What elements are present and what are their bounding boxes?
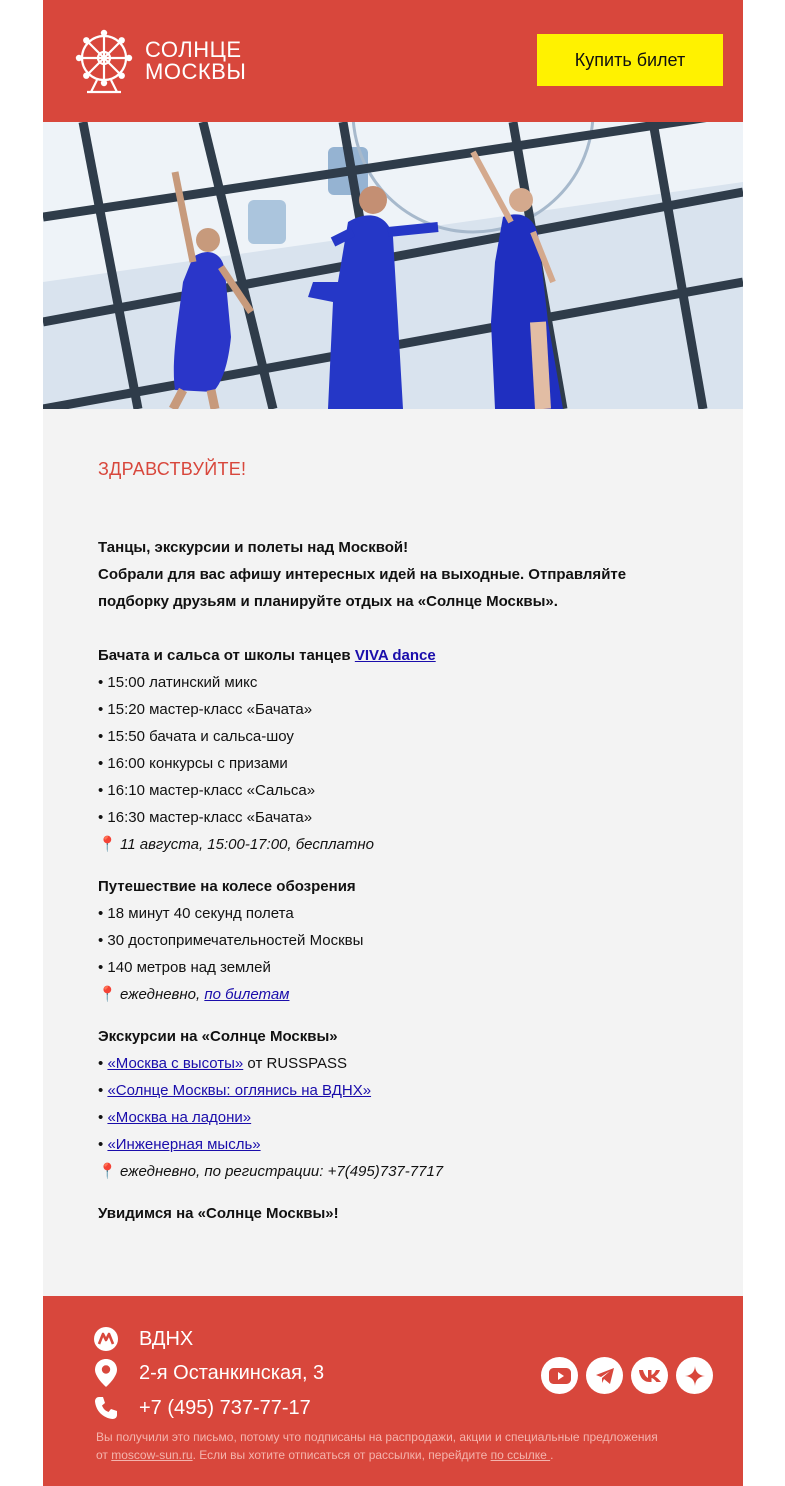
- tours-schedule: [98, 1158, 658, 1185]
- bullet: •: [98, 1136, 104, 1153]
- disclaimer-from: от: [96, 1448, 112, 1462]
- tour-link-palm[interactable]: «Москва на ладони»: [107, 1109, 252, 1126]
- list-item: • 16:10 мастер-класс «Сальса»: [98, 782, 316, 799]
- list-item: [98, 1131, 658, 1158]
- list-item: [98, 1050, 658, 1077]
- metro-icon: [93, 1324, 119, 1354]
- buy-ticket-button[interactable]: Купить билет: [537, 34, 723, 86]
- brand-line-1: СОЛНЦЕ: [145, 37, 242, 62]
- pin-icon: 📍: [98, 836, 117, 853]
- list-item: [98, 1077, 658, 1104]
- footer-metro: [93, 1324, 193, 1354]
- unsubscribe-link[interactable]: по ссылке: [490, 1448, 551, 1462]
- list-item: • 140 метров над землей: [98, 959, 271, 976]
- brand-line-2: МОСКВЫ: [145, 59, 247, 84]
- intro-line: подборку друзьям и планируйте отдых на «Солнце Москвы».: [98, 593, 558, 610]
- tours-title: Экскурсии на «Солнце Москвы»: [98, 1028, 338, 1045]
- tickets-link[interactable]: по билетам: [204, 986, 290, 1003]
- wheel-section: [98, 873, 658, 1008]
- hero-image: [43, 122, 743, 409]
- unsubscribe-disclaimer: [96, 1428, 696, 1464]
- list-item: • 16:30 мастер-класс «Бачата»: [98, 809, 313, 826]
- wheel-schedule: [98, 981, 658, 1008]
- bullet: •: [98, 1055, 104, 1072]
- dance-when: 11 августа, 15:00-17:00, бесплатно: [120, 836, 374, 853]
- closing-text: Увидимся на «Солнце Москвы»!: [98, 1205, 339, 1222]
- list-item: • 15:00 латинский микс: [98, 674, 258, 691]
- wheel-when: ежедневно,: [120, 986, 201, 1003]
- youtube-icon[interactable]: [541, 1357, 578, 1394]
- dancers-photo: [43, 122, 743, 409]
- list-item: • 18 минут 40 секунд полета: [98, 905, 294, 922]
- vk-icon[interactable]: [631, 1357, 668, 1394]
- disclaimer-end: .: [550, 1448, 554, 1462]
- dance-section: [98, 642, 658, 858]
- intro-line: Собрали для вас афишу интересных идей на выходные. Отправляйте: [98, 566, 627, 583]
- list-item: • 15:20 мастер-класс «Бачата»: [98, 701, 313, 718]
- pin-icon: 📍: [98, 986, 117, 1003]
- site-link[interactable]: moscow-sun.ru: [111, 1448, 193, 1462]
- footer-phone: [93, 1393, 311, 1423]
- greeting-heading: ЗДРАВСТВУЙТЕ!: [98, 459, 247, 479]
- tours-when: ежедневно, по регистрации: +7(495)737-7717: [120, 1163, 444, 1180]
- footer: [43, 1296, 743, 1486]
- dzen-icon[interactable]: [676, 1357, 713, 1394]
- telegram-icon[interactable]: [586, 1357, 623, 1394]
- bullet: •: [98, 1109, 104, 1126]
- closing-section: [98, 1200, 658, 1227]
- brand-logo[interactable]: [73, 28, 246, 94]
- disclaimer-line-1: Вы получили это письмо, потому что подписаны на распродажи, акции и специальные предложения: [96, 1430, 658, 1444]
- viva-dance-link[interactable]: VIVA dance: [354, 647, 436, 664]
- location-pin-icon: [93, 1358, 119, 1388]
- footer-address: [93, 1358, 324, 1388]
- tour-suffix: от RUSSPASS: [243, 1055, 348, 1072]
- brand-name: [145, 39, 246, 83]
- social-links: [541, 1357, 721, 1394]
- dance-title: [98, 642, 658, 669]
- letter-body: [43, 409, 743, 1296]
- tours-section: [98, 1023, 658, 1185]
- list-item: [98, 1104, 658, 1131]
- tour-link-vdnh[interactable]: «Солнце Москвы: оглянись на ВДНХ»: [107, 1082, 372, 1099]
- pin-icon: 📍: [98, 1163, 117, 1180]
- tour-link-engineering[interactable]: «Инженерная мысль»: [107, 1136, 261, 1153]
- list-item: • 16:00 конкурсы с призами: [98, 755, 288, 772]
- metro-label: ВДНХ: [139, 1327, 194, 1350]
- intro-text: [98, 534, 658, 615]
- email-container: [43, 0, 743, 1486]
- list-item: • 30 достопримечательностей Москвы: [98, 932, 364, 949]
- bullet: •: [98, 1082, 104, 1099]
- header: [43, 0, 743, 122]
- wheel-title: Путешествие на колесе обозрения: [98, 878, 356, 895]
- address-label: 2-я Останкинская, 3: [139, 1361, 325, 1384]
- dance-title-text: Бачата и сальса от школы танцев: [98, 647, 351, 664]
- disclaimer-mid: . Если вы хотите отписаться от рассылки, перейдите: [192, 1448, 491, 1462]
- phone-icon: [93, 1393, 119, 1423]
- dance-schedule: [98, 831, 658, 858]
- list-item: • 15:50 бачата и сальса-шоу: [98, 728, 294, 745]
- tour-link-moscow-height[interactable]: «Москва с высоты»: [107, 1055, 244, 1072]
- ferris-wheel-icon: [73, 28, 135, 94]
- phone-label[interactable]: +7 (495) 737-77-17: [139, 1396, 311, 1419]
- intro-line: Танцы, экскурсии и полеты над Москвой!: [98, 539, 409, 556]
